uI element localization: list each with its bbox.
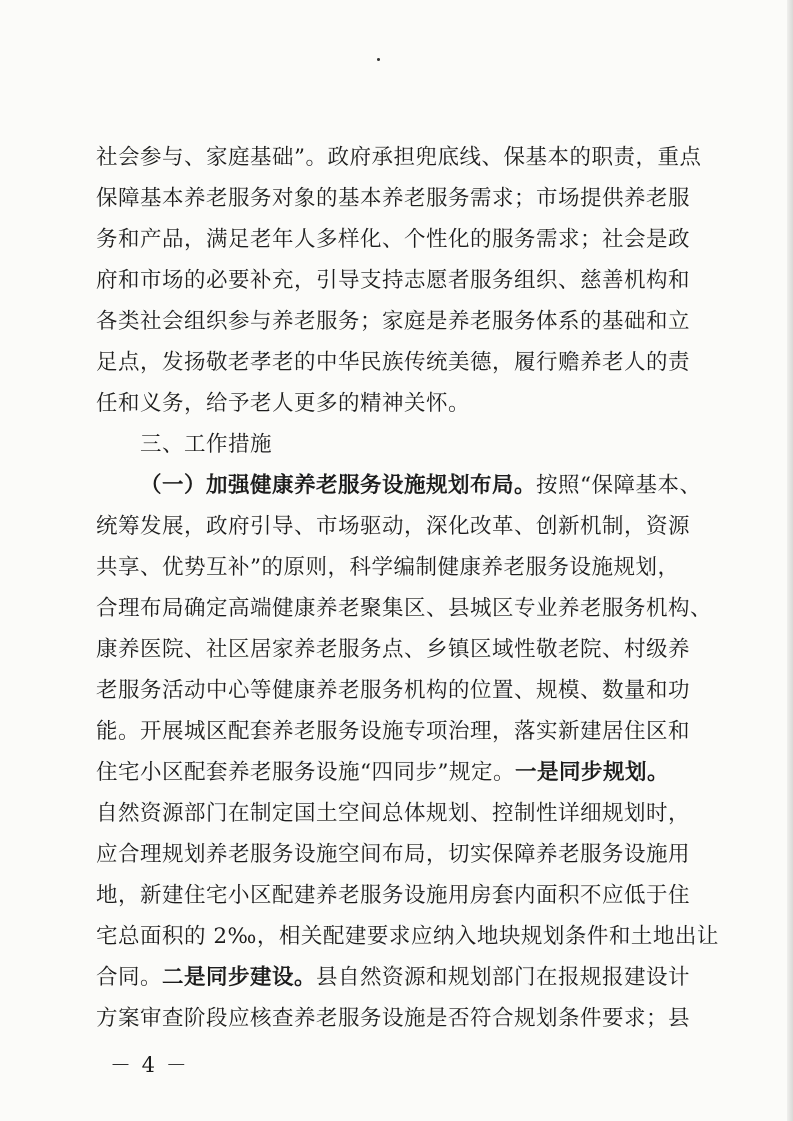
sync1-line-3: 地，新建住宅小区配建养老服务设施用房套内面积不应低于住 — [96, 883, 691, 908]
body-line-2: 保障基本养老服务对象的基本养老服务需求；市场提供养老服 — [96, 186, 691, 211]
sync1-line-4: 宅总面积的 2‰，相关配建要求应纳入地块规划条件和土地出让 — [96, 924, 719, 949]
measure1-first-line — [140, 471, 750, 501]
measure1-line-3: 合理布局确定高端健康养老聚集区、县城区专业养老服务机构、 — [96, 596, 713, 621]
sync-rule-text: 住宅小区配套养老服务设施“四同步”规定。 — [96, 760, 515, 785]
scan-dot-mark — [377, 58, 380, 61]
sync1-title: 一是同步规划。 — [515, 760, 670, 785]
sync1-line-2: 应合理规划养老服务设施空间布局，切实保障养老服务设施用 — [96, 842, 691, 867]
page-number: － 4 － — [110, 1053, 189, 1077]
sync2-pre-text: 合同。 — [96, 965, 163, 990]
sync-rule-line — [96, 758, 706, 788]
measure1-title: （一）加强健康养老服务设施规划布局。 — [140, 473, 537, 498]
section-heading: 三、工作措施 — [140, 432, 273, 457]
body-line-7: 任和义务，给予老人更多的精神关怀。 — [96, 391, 471, 416]
sync2-rest-text: 县自然资源和规划部门在报规报建设计 — [316, 965, 691, 990]
scan-edge — [787, 0, 793, 1121]
body-line-3: 务和产品，满足老年人多样化、个性化的服务需求；社会是政 — [96, 227, 691, 252]
measure1-line-5: 老服务活动中心等健康养老服务机构的位置、规模、数量和功 — [96, 678, 691, 703]
body-line-5: 各类社会组织参与养老服务；家庭是养老服务体系的基础和立 — [96, 309, 691, 334]
measure1-line-6: 能。开展城区配套养老服务设施专项治理，落实新建居住区和 — [96, 719, 691, 744]
body-line-1: 社会参与、家庭基础”。政府承担兜底线、保基本的职责，重点 — [96, 145, 702, 170]
measure1-line-4: 康养医院、社区居家养老服务点、乡镇区域性敬老院、村级养 — [96, 637, 691, 662]
measure1-line-2: 共享、优势互补”的原则，科学编制健康养老服务设施规划， — [96, 555, 680, 580]
sync2-line — [96, 963, 706, 993]
sync1-line-1: 自然资源部门在制定国土空间总体规划、控制性详细规划时， — [96, 801, 691, 826]
body-line-4: 府和市场的必要补充，引导支持志愿者服务组织、慈善机构和 — [96, 268, 691, 293]
body-line-6: 足点，发扬敬老孝老的中华民族传统美德，履行赡养老人的责 — [96, 350, 691, 375]
measure1-first-line-rest: 按照“保障基本、 — [536, 473, 702, 498]
measure1-line-1: 统筹发展，政府引导、市场驱动，深化改革、创新机制，资源 — [96, 514, 691, 539]
sync2-title: 二是同步建设。 — [162, 965, 317, 990]
last-body-line: 方案审查阶段应核查养老服务设施是否符合规划条件要求；县 — [96, 1006, 691, 1031]
